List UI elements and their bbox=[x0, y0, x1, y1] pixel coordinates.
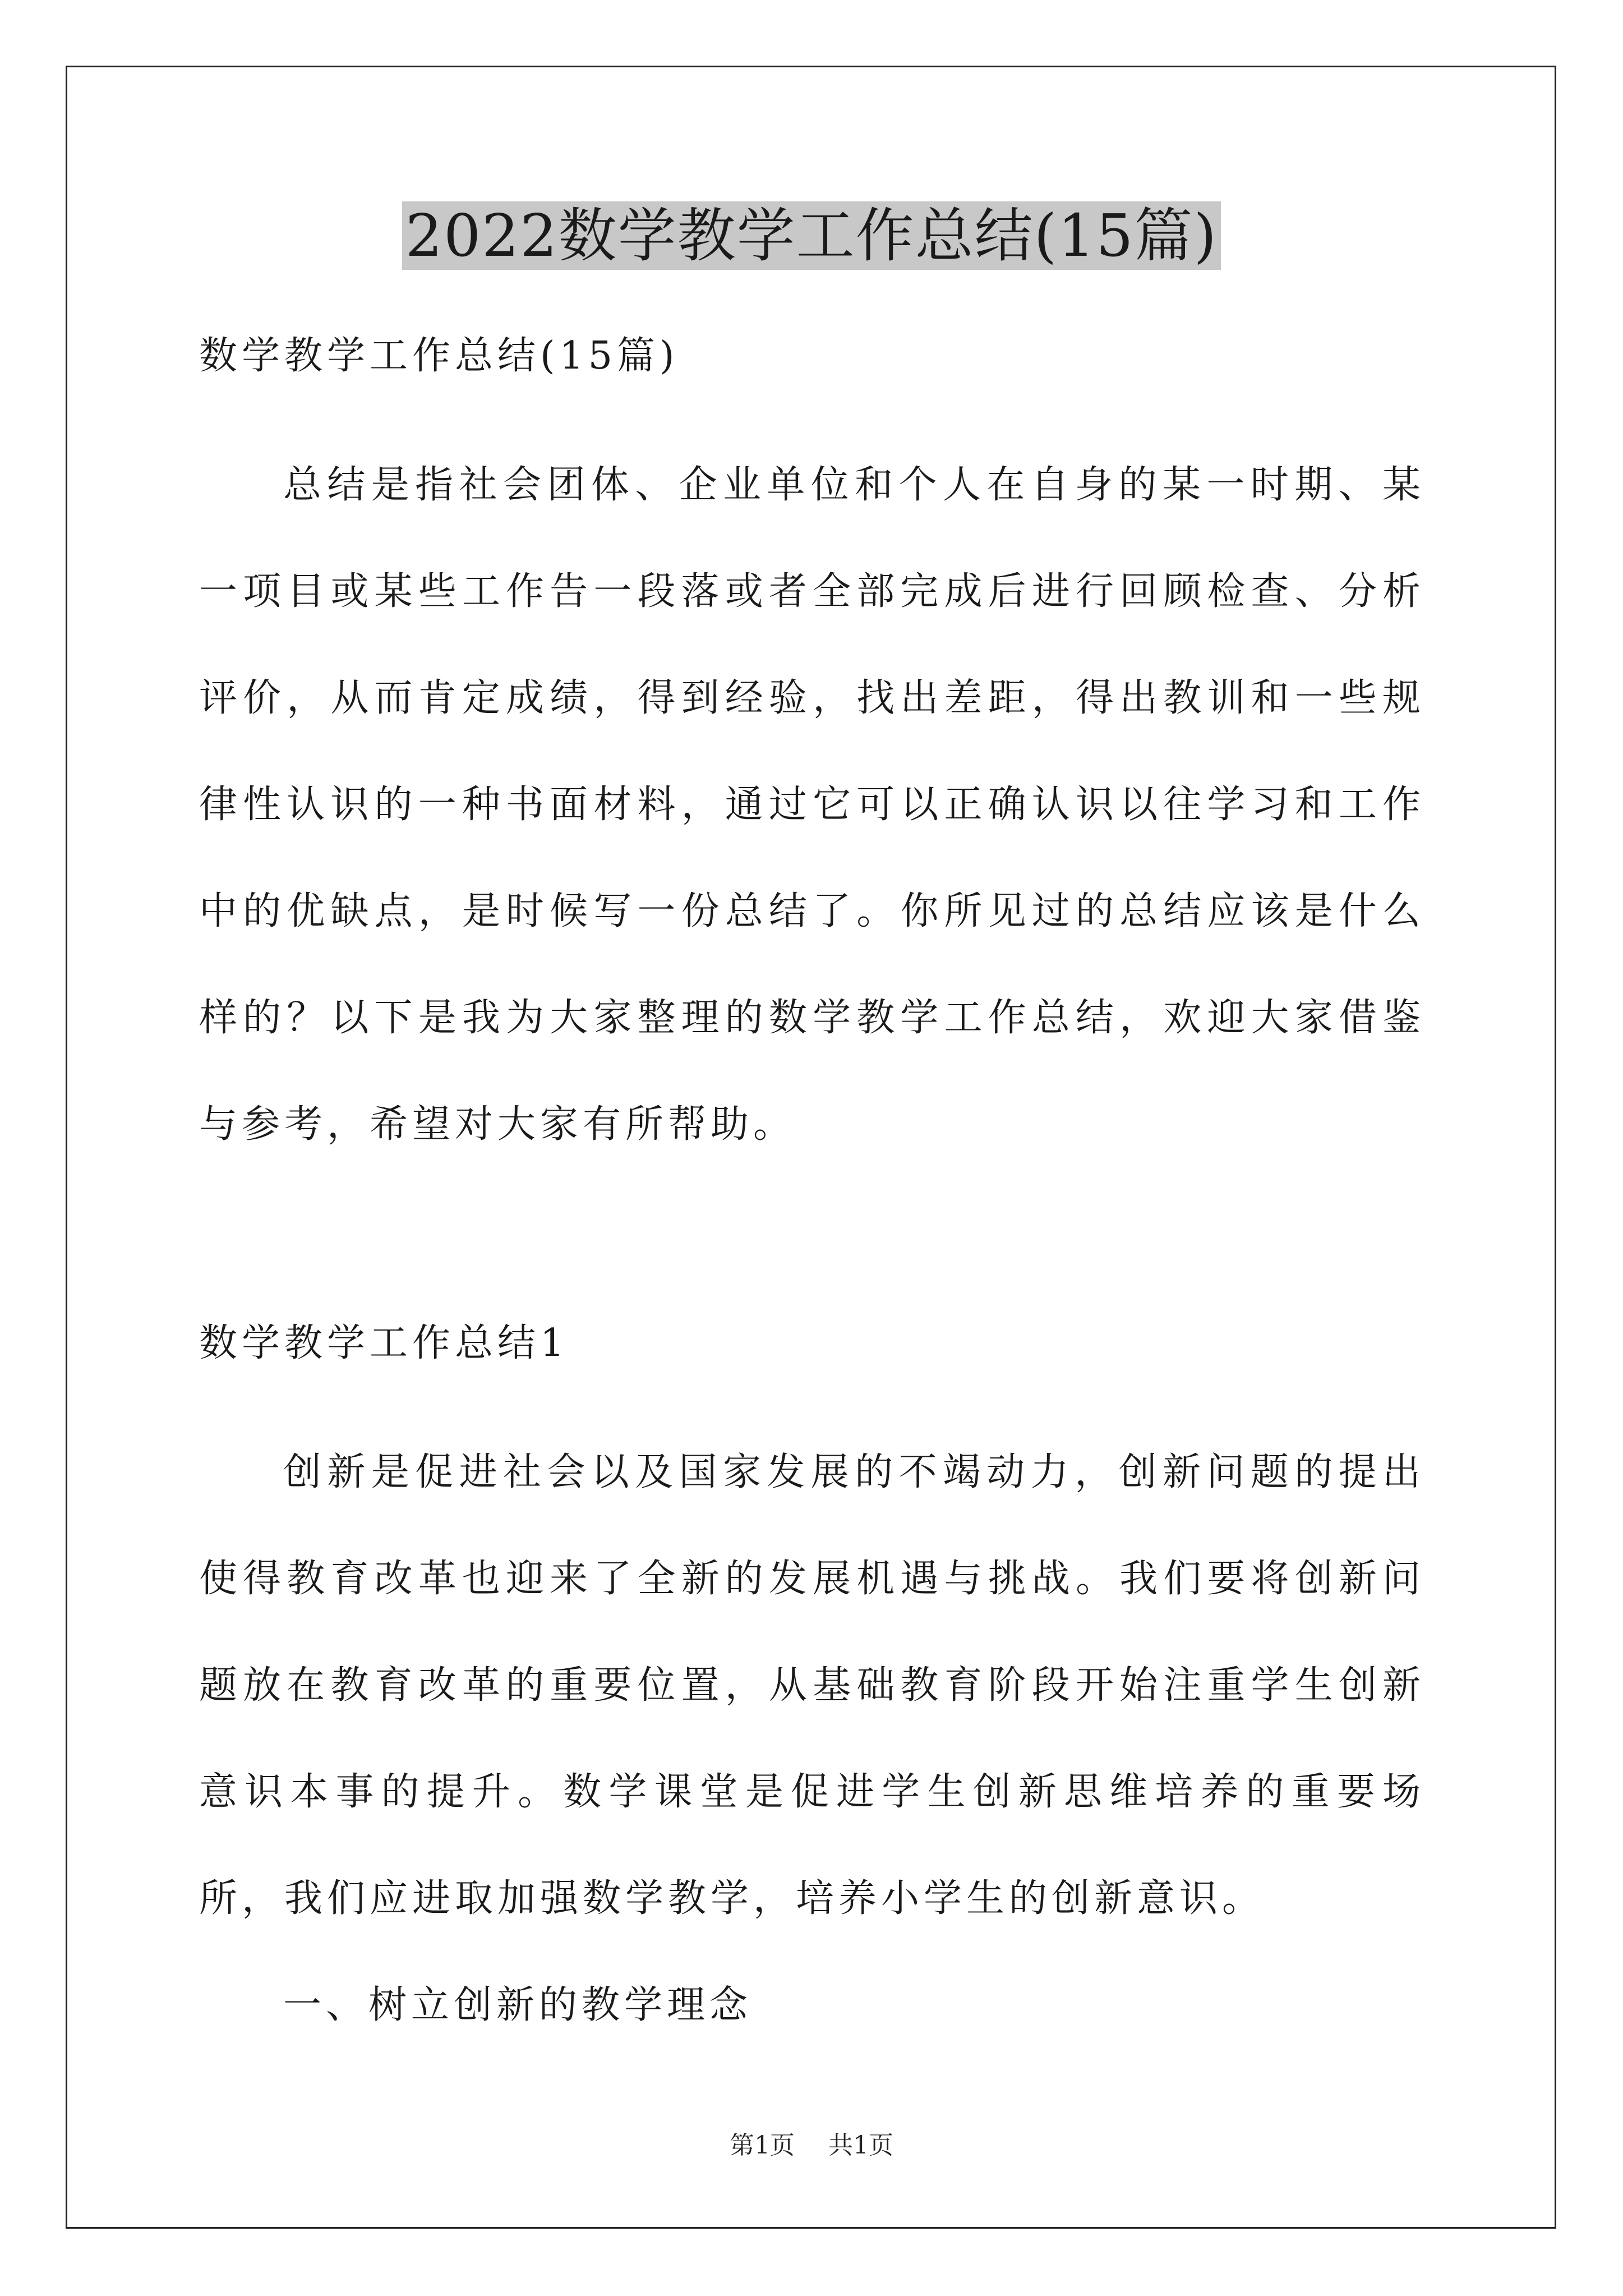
section1-paragraph: 创新是促进社会以及国家发展的不竭动力，创新问题的提出使得教育改革也迎来了全新的发展机遇与挑战。我们要将创新问题放在教育改革的重要位置，从基础教育阶段开始注重学生创新意识本事的提升。数学课堂是促进学生创新思维培养的重要场所，我们应进取加强数学教学，培养小学生的创新意识。 bbox=[199, 1450, 1425, 1921]
section1-point1: 一、树立创新的教学理念 bbox=[283, 1983, 753, 2027]
document-title-text: 2022数学教学工作总结(15篇) bbox=[402, 201, 1221, 270]
section1-heading: 数学教学工作总结1 bbox=[199, 1321, 569, 1365]
page-number-total: 共1页 bbox=[828, 2131, 893, 2160]
intro-paragraph: 总结是指社会团体、企业单位和个人在自身的某一时期、某一项目或某些工作告一段落或者全部完成后进行回顾检查、分析评价，从而肯定成绩，得到经验，找出差距，得出教训和一些规律性认识的一种书面材料，通过它可以正确认识以往学习和工作中的优缺点，是时候写一份总结了。你所见过的总结应该是什么样的？以下是我为大家整理的数学教学工作总结，欢迎大家借鉴与参考，希望对大家有所帮助。 bbox=[199, 463, 1425, 1147]
section1-heading-block bbox=[199, 1318, 1425, 1369]
document-title bbox=[0, 196, 1623, 275]
page-number-current: 第1页 bbox=[730, 2131, 795, 2160]
document-subtitle: 数学教学工作总结(15篇) bbox=[199, 334, 679, 378]
section1-body-block bbox=[199, 1419, 1425, 2059]
page-footer bbox=[0, 2129, 1623, 2162]
subtitle-block bbox=[199, 331, 1425, 381]
intro-block bbox=[199, 432, 1425, 1178]
